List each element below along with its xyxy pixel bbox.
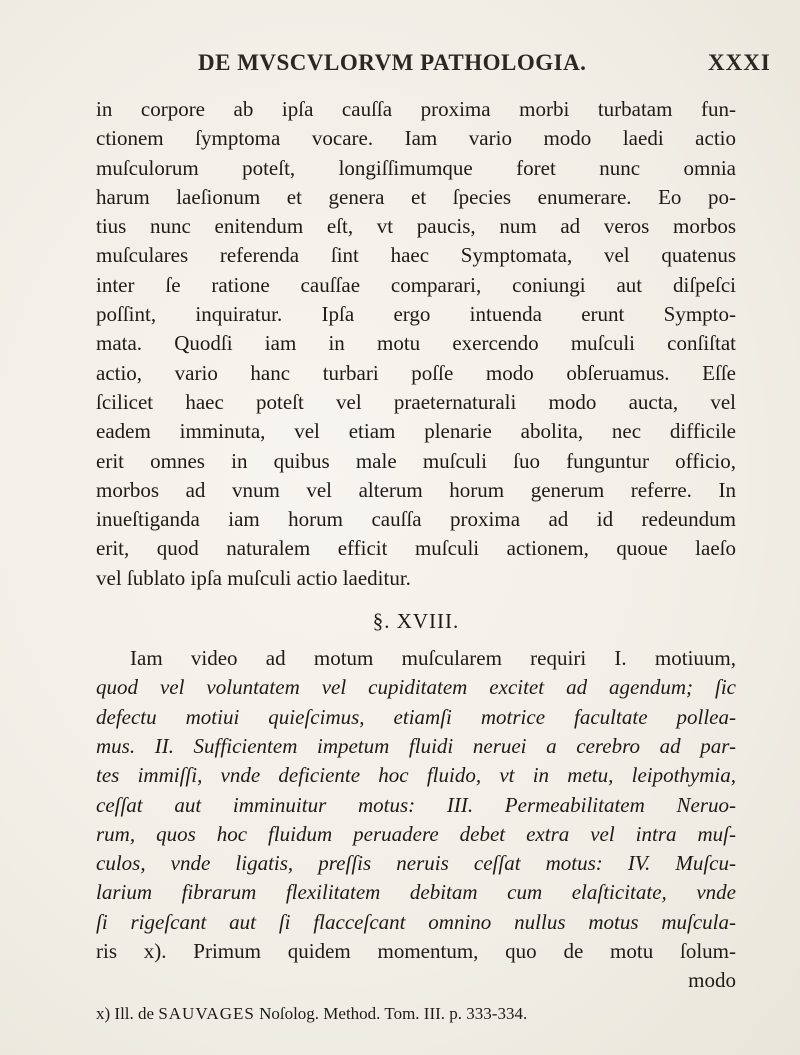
paragraph-2 [96,644,736,966]
text-line: muſculorum poteſt, longiſſimumque foret nunc omnia [96,155,736,180]
text-line: actio, vario hanc turbari poſſe modo obſeruamus. Eſſe [96,360,736,385]
body-text [96,95,736,1026]
text-line: morbos ad vnum vel alterum horum generum referre. In [96,477,736,502]
text-line: defectu motiui quieſcimus, etiamſi motrice facultate pollea- [96,704,736,729]
running-head-title: DE MVSCVLORVM PATHOLOGIA. [198,50,587,75]
text-line: eadem imminuta, vel etiam plenarie abolita, nec difficile [96,419,736,444]
text-line: Iam video ad motum muſcularem requiri I. motiuum, [130,646,736,671]
text-line: ſi rigeſcant aut ſi flacceſcant omnino nullus motus muſcula- [96,909,736,934]
running-head [0,50,800,86]
text-line: poſſint, inquiratur. Ipſa ergo intuenda erunt Sympto- [96,302,736,327]
text-line: ſcilicet haec poteſt vel praeternaturali modo aucta, vel [96,389,736,414]
footnote-author: SAUVAGES [158,1003,255,1023]
text-line: ris x). Primum quidem momentum, quo de motu ſolum- [96,939,736,964]
footnote-marker: x) [96,1003,111,1023]
footnote-text-before: Ill. de [114,1003,155,1023]
text-line: in corpore ab ipſa cauſſa proxima morbi turbatam fun- [96,97,736,121]
catchword: modo [688,968,736,993]
text-line: inter ſe ratione cauſſae comparari, coniungi aut diſpeſci [96,272,736,297]
text-line: harum laeſionum et genera et ſpecies enumerare. Eo po- [96,184,736,209]
paragraph-1 [96,95,736,593]
text-line: tes immiſſi, vnde deficiente hoc fluido, vt in metu, leipothymia, [96,763,736,788]
section-heading: §. XVIII. [372,609,460,634]
text-line: rum, quos hoc fluidum peruadere debet extra vel intra muſ- [96,821,736,846]
footnote-citation: Noſolog. Method. Tom. III. p. 333-334. [259,1003,528,1023]
text-line: ctionem ſymptoma vocare. Iam vario modo laedi actio [96,126,736,151]
text-line: larium fibrarum flexilitatem debitam cum elaſticitate, vnde [96,880,736,905]
text-line: quod vel voluntatem vel cupiditatem excitet ad agendum; ſic [96,675,736,700]
text-line: mata. Quodſi iam in motu exercendo muſculi conſiſtat [96,331,736,356]
footnote [96,1002,736,1026]
text-line: inueſtiganda iam horum cauſſa proxima ad id redeundum [96,507,736,532]
text-line: muſculares referenda ſint haec Symptomata, vel quatenus [96,243,736,268]
text-line: tius nunc enitendum eſt, vt paucis, num ad veros morbos [96,214,736,239]
text-line: erit, quod naturalem efficit muſculi actionem, quoue laeſo [96,536,736,561]
text-line: vel ſublato ipſa muſculi actio laeditur. [96,565,411,590]
text-line: mus. II. Sufficientem impetum fluidi neruei a cerebro ad par- [96,733,736,758]
page-number: XXXI [708,50,771,75]
text-line: culos, vnde ligatis, preſſis neruis ceſſat motus: IV. Muſcu- [96,851,736,876]
text-line: erit omnes in quibus male muſculi ſuo funguntur officio, [96,448,736,473]
text-line: ceſſat aut imminuitur motus: III. Permeabilitatem Neruo- [96,792,736,817]
